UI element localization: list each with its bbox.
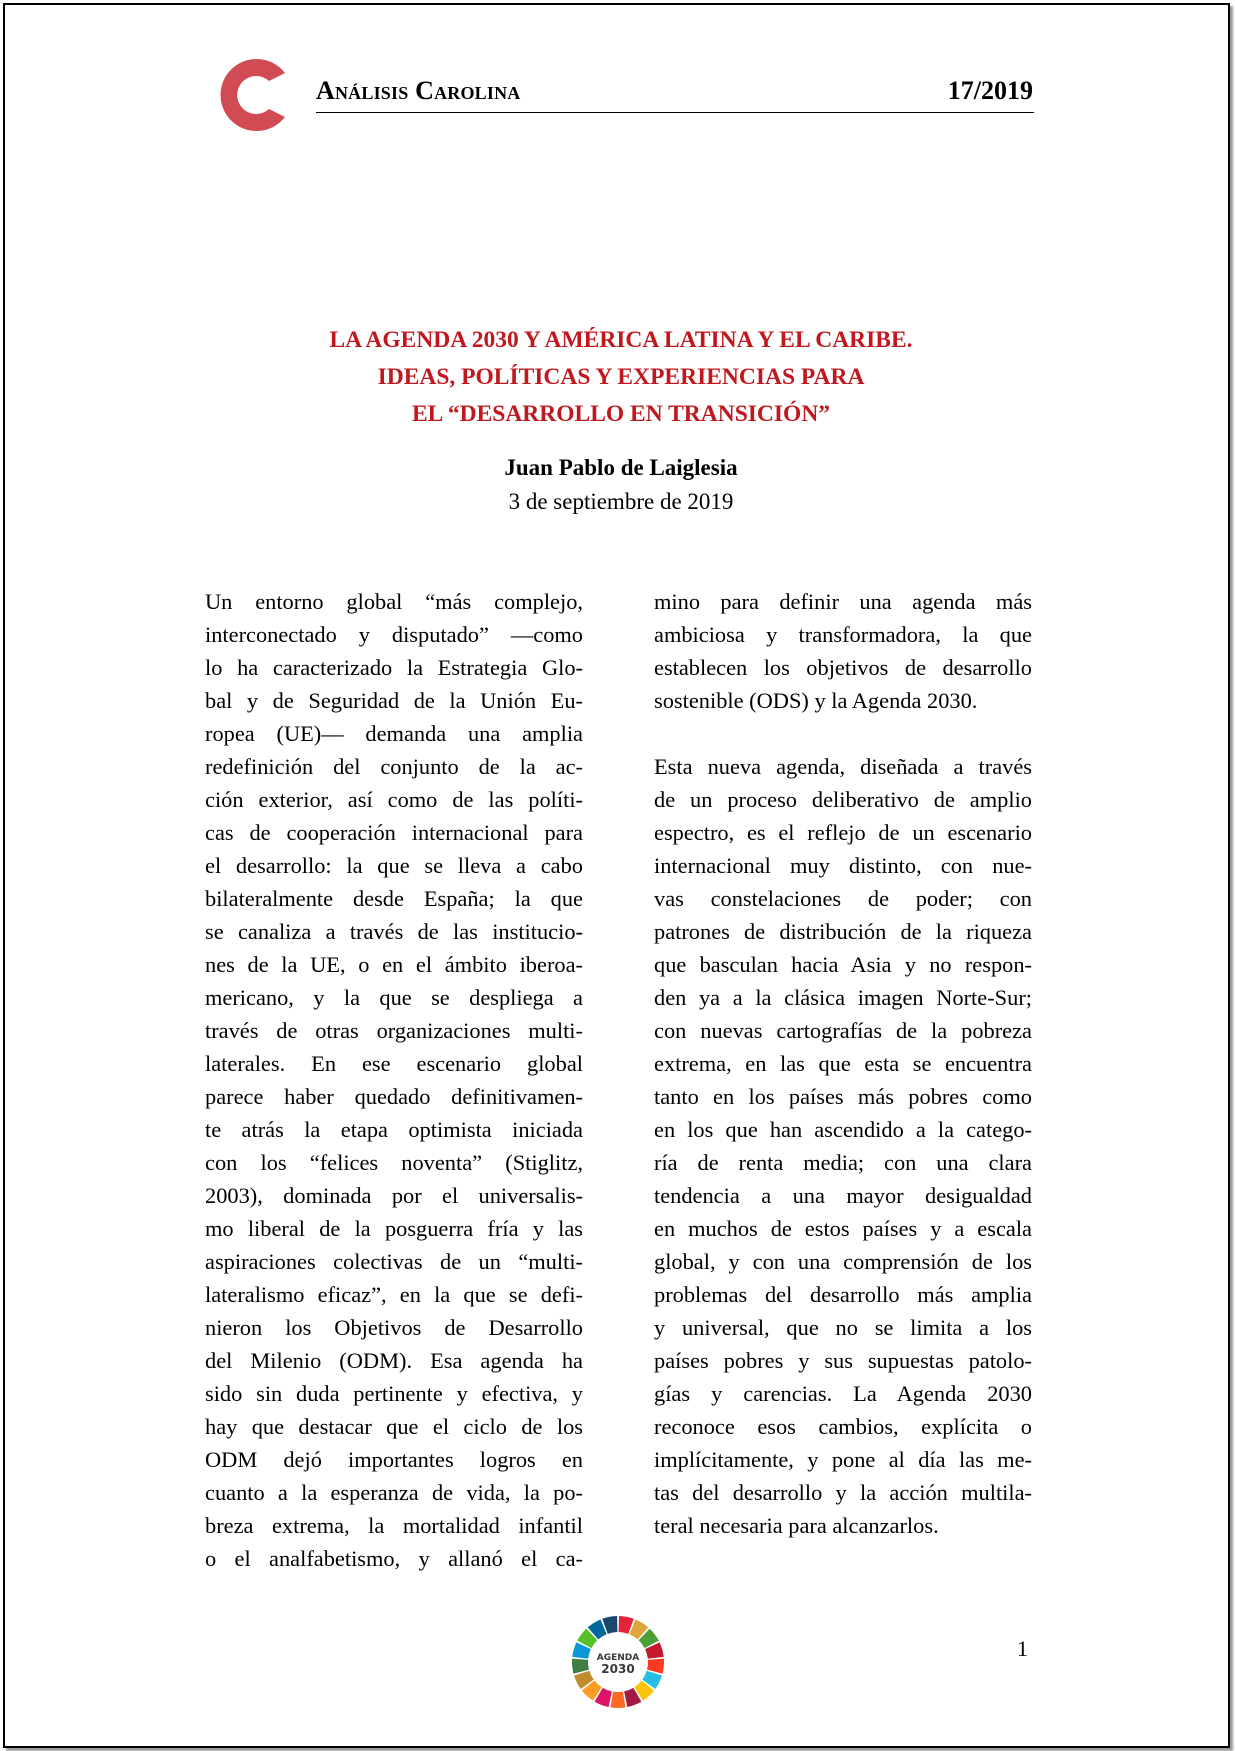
document-title (205, 322, 1037, 433)
page-number: 1 (1017, 1636, 1028, 1661)
body-text-line: aspiraciones colectivas de un “multi- (205, 1249, 583, 1274)
body-text-line: mo liberal de la posguerra fría y las (205, 1216, 583, 1241)
body-text-line: bilateralmente desde España; la que (205, 886, 583, 911)
body-text-line: países pobres y sus supuestas patolo- (654, 1348, 1032, 1373)
body-text-line: se canaliza a través de las institucio- (205, 919, 583, 944)
paragraph-gap (654, 717, 1032, 750)
body-text-line: patrones de distribución de la riqueza (654, 919, 1032, 944)
body-text-line: implícitamente, y pone al día las me- (654, 1447, 1032, 1472)
body-text-line: hay que destacar que el ciclo de los (205, 1414, 583, 1439)
body-text-line: Un entorno global “más complejo, (205, 589, 583, 614)
issue-number: 17/2019 (947, 76, 1033, 105)
body-text-line: establecen los objetivos de desarrollo (654, 655, 1032, 680)
sdg-wheel-segment (572, 1659, 589, 1674)
sdg-wheel-segment (647, 1659, 664, 1674)
sdg-wheel-segment (610, 1692, 625, 1708)
body-text-line: sostenible (ODS) y la Agenda 2030. (654, 688, 978, 713)
body-text-line: cuanto a la esperanza de vida, la po- (205, 1480, 583, 1505)
body-text-line: gías y carencias. La Agenda 2030 (654, 1381, 1032, 1406)
agenda-2030-logo-icon (570, 1614, 666, 1710)
body-text-line: lateralismo eficaz”, en la que se defi- (205, 1282, 583, 1307)
body-text-line: vas constelaciones de poder; con (654, 886, 1032, 911)
body-text-line: teral necesaria para alcanzarlos. (654, 1513, 939, 1538)
body-text-line: breza extrema, la mortalidad infantil (205, 1513, 583, 1538)
body-text-line: den ya a la clásica imagen Norte-Sur; (654, 985, 1032, 1010)
body-text-line: lo ha caracterizado la Estrategia Glo- (205, 655, 583, 680)
body-text-line: y universal, que no se limita a los (654, 1315, 1032, 1340)
body-text-line: del Milenio (ODM). Esa agenda ha (205, 1348, 583, 1373)
body-text-line: bal y de Seguridad de la Unión Eu- (205, 688, 583, 713)
body-text-line: Esta nueva agenda, diseñada a través (654, 754, 1032, 779)
author-name: Juan Pablo de Laiglesia (504, 455, 738, 480)
body-text-line: espectro, es el reflejo de un escenario (654, 820, 1032, 845)
body-text-line: 2003), dominada por el universalis- (205, 1183, 583, 1208)
body-column-right (654, 585, 1032, 1542)
document-page (3, 3, 1230, 1748)
body-text-line: tendencia a una mayor desigualdad (654, 1183, 1032, 1208)
body-text-line: o el analfabetismo, y allanó el ca- (205, 1546, 583, 1571)
body-column-left (205, 585, 583, 1575)
body-text-line: ropea (UE)— demanda una amplia (205, 721, 583, 746)
body-text-line: con nuevas cartografías de la pobreza (654, 1018, 1032, 1043)
body-text-line: mericano, y la que se despliega a (205, 985, 583, 1010)
header-rule (316, 112, 1034, 113)
body-text-line: global, y con una comprensión de los (654, 1249, 1032, 1274)
body-text-line: parece haber quedado definitivamen- (205, 1084, 583, 1109)
publication-date: 3 de septiembre de 2019 (508, 489, 734, 514)
sdg-logo-text-agenda: AGENDA (596, 1653, 640, 1663)
body-text-line: tanto en los países más pobres como (654, 1084, 1032, 1109)
body-text-line: ción exterior, así como de las políti- (205, 787, 583, 812)
body-text-line: te atrás la etapa optimista iniciada (205, 1117, 583, 1142)
body-text-line: con los “felices noventa” (Stiglitz, (205, 1150, 583, 1175)
body-text-line: tas del desarrollo y la acción multila- (654, 1480, 1032, 1505)
carolina-logo-icon (207, 49, 299, 141)
body-text-line: extrema, en las que esta se encuentra (654, 1051, 1032, 1076)
body-text-line: reconoce esos cambios, explícita o (654, 1414, 1032, 1439)
body-text-line: redefinición del conjunto de la ac- (205, 754, 583, 779)
body-text-line: través de otras organizaciones multi- (205, 1018, 583, 1043)
body-text-line: interconectado y disputado” —como (205, 622, 583, 647)
body-text-line: problemas del desarrollo más amplia (654, 1282, 1032, 1307)
body-text-line: sido sin duda pertinente y efectiva, y (205, 1381, 583, 1406)
body-text-line: ODM dejó importantes logros en (205, 1447, 583, 1472)
title-line: IDEAS, POLÍTICAS Y EXPERIENCIAS PARA (377, 364, 865, 390)
title-line: EL “DESARROLLO EN TRANSICIÓN” (411, 401, 831, 427)
series-title: Análisis Carolina (316, 76, 521, 105)
body-text-line: nes de la UE, o en el ámbito iberoa- (205, 952, 583, 977)
body-text-line: nieron los Objetivos de Desarrollo (205, 1315, 583, 1340)
body-text-line: ambiciosa y transformadora, la que (654, 622, 1032, 647)
body-text-line: en los que han ascendido a la catego- (654, 1117, 1032, 1142)
title-line: LA AGENDA 2030 Y AMÉRICA LATINA Y EL CARIBE. (329, 327, 913, 353)
body-text-line: internacional muy distinto, con nue- (654, 853, 1032, 878)
body-text-line: en muchos de estos países y a escala (654, 1216, 1032, 1241)
body-text-line: ría de renta media; con una clara (654, 1150, 1032, 1175)
body-text-line: mino para definir una agenda más (654, 589, 1032, 614)
body-text-line: laterales. En ese escenario global (205, 1051, 583, 1076)
body-text-line: de un proceso deliberativo de amplio (654, 787, 1032, 812)
body-text-line: cas de cooperación internacional para (205, 820, 583, 845)
sdg-logo-text-year: 2030 (601, 1662, 635, 1676)
body-text-line: que basculan hacia Asia y no respon- (654, 952, 1032, 977)
body-text-line: el desarrollo: la que se lleva a cabo (205, 853, 583, 878)
